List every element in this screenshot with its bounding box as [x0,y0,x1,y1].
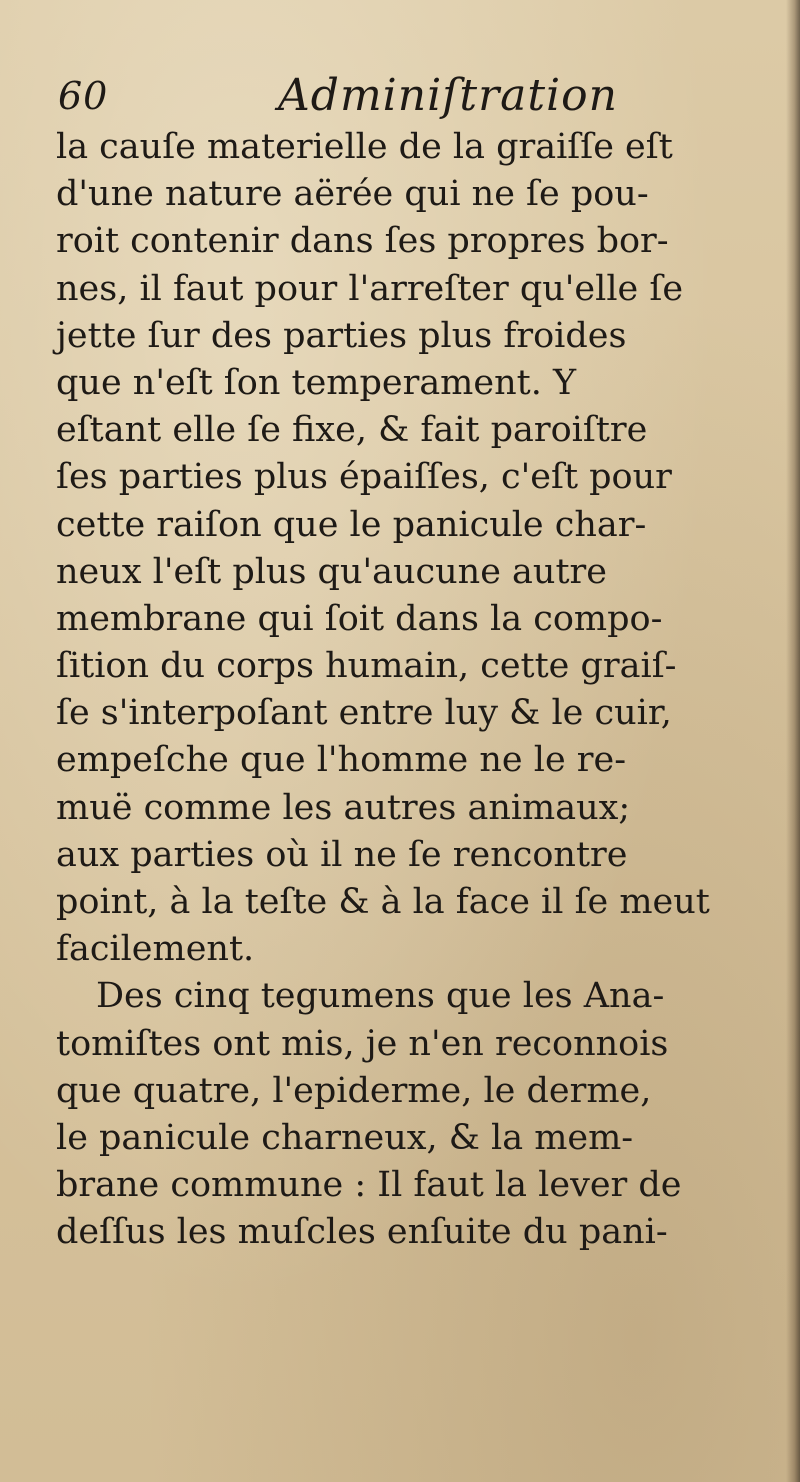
text-line: tomiſtes ont mis, je n'en reconnois [56,1023,669,1064]
text-line: nes, il faut pour l'arreſter qu'elle ſe [56,268,684,309]
text-line: que n'eſt ſon temperament. Y [56,362,577,403]
text-line: facilement. [56,929,255,970]
text-line: empeſche que l'homme ne le re- [56,740,627,781]
page-edge-shadow [786,0,800,1482]
body-text [56,124,746,1257]
text-line: jette ſur des parties plus froides [56,315,627,356]
text-line: aux parties où il ne ſe rencontre [56,834,628,875]
text-line: ſition du corps humain, cette graiſ- [56,646,677,687]
text-line: roit contenir dans ſes propres bor- [56,221,669,262]
text-line: que quatre, l'epiderme, le derme, [56,1070,652,1111]
text-line: ſe s'interpoſant entre luy & le cuir, [56,693,672,734]
text-line: d'une nature aërée qui ne ſe pou- [56,174,649,215]
running-title: Adminiſtration [278,70,618,121]
text-line: la cauſe materielle de la graiſſe eſt [56,127,673,167]
text-line: membrane qui ſoit dans la compo- [56,598,663,639]
paragraph-start-line: Des cinq tegumens que les Ana- [96,976,665,1017]
text-line: eſtant elle ſe fixe, & fait paroiſtre [56,410,648,451]
text-line: neux l'eſt plus qu'aucune autre [56,551,607,592]
page-header [58,70,738,126]
text-line: brane commune : Il faut la lever de [56,1165,682,1206]
text-line: muë comme les autres animaux; [56,787,631,828]
text-line: point, à la teſte & à la face il ſe meut [56,882,710,922]
text-line: le panicule charneux, & la mem- [56,1117,634,1158]
text-line: cette raiſon que le panicule char- [56,504,647,545]
text-line: ſes parties plus épaiſſes, c'eſt pour [56,457,672,498]
page-number: 60 [58,74,109,118]
text-line: deſſus les muſcles enſuite du pani- [56,1212,668,1253]
